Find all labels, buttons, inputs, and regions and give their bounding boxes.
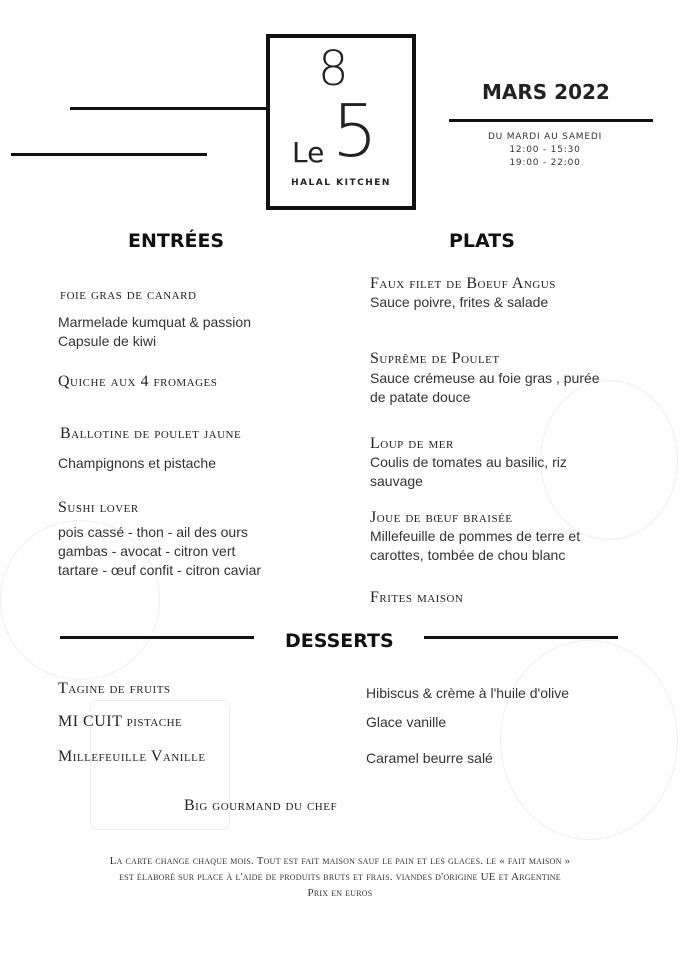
dish-name: Suprême de Poulet xyxy=(370,350,500,367)
dish-description xyxy=(58,313,251,351)
desc-line: tartare - œuf confit - citron caviar xyxy=(58,562,262,578)
decorative-sketch xyxy=(500,640,678,840)
opening-hours xyxy=(470,131,620,170)
desc-line: Sauce crémeuse au foie gras , purée xyxy=(370,370,600,386)
dish-description: Glace vanille xyxy=(366,714,447,730)
dish-name: Quiche aux 4 fromages xyxy=(58,373,218,390)
dish-name: Tagine de fruits xyxy=(58,680,171,697)
logo-number: 8 xyxy=(318,41,349,97)
dish-description: Sauce poivre, frites & salade xyxy=(370,294,549,310)
dish-name: Frites maison xyxy=(370,589,464,606)
dish-name: Faux filet de Boeuf Angus xyxy=(370,275,556,292)
footer-line: La carte change chaque mois. Tout est fait maison sauf le pain et les glaces. le « fait maison » xyxy=(109,855,571,867)
dish-name: Ballotine de poulet jaune xyxy=(60,425,242,442)
dish-description: Champignons et pistache xyxy=(58,455,216,471)
dish-name: foie gras de canard xyxy=(60,286,197,303)
desc-line: sauvage xyxy=(370,473,423,489)
dish-description: Caramel beurre salé xyxy=(366,750,493,766)
desserts-rule xyxy=(424,636,618,639)
desc-line: de patate douce xyxy=(370,389,471,405)
entrees-heading: ENTRÉES xyxy=(128,230,225,252)
header-rule xyxy=(70,107,266,110)
desserts-rule xyxy=(60,636,254,639)
lunch-hours: 12:00 - 15:30 xyxy=(509,145,581,155)
logo-number: 5 xyxy=(332,89,378,173)
desc-line: gambas - avocat - citron vert xyxy=(58,543,236,559)
dish-name: MI CUIT pistache xyxy=(58,713,183,730)
dish-name: Millefeuille Vanille xyxy=(58,748,206,765)
dish-description xyxy=(58,523,261,580)
footer-line: Prix en euros xyxy=(307,887,373,899)
dish-description xyxy=(370,527,580,565)
dish-name: Big gourmand du chef xyxy=(184,797,338,814)
desserts-heading: DESSERTS xyxy=(285,630,394,652)
opening-days: DU MARDI AU SAMEDI xyxy=(487,132,603,142)
logo-prefix: Le xyxy=(292,136,325,169)
logo-subtitle: HALAL KITCHEN xyxy=(291,178,391,188)
desc-line: Marmelade kumquat & passion xyxy=(58,314,251,330)
plats-heading: PLATS xyxy=(449,230,515,252)
dish-name: Joue de bœuf braisée xyxy=(370,509,513,526)
dish-name: Sushi lover xyxy=(58,499,139,516)
dinner-hours: 19:00 - 22:00 xyxy=(509,158,581,168)
restaurant-logo xyxy=(266,34,416,210)
desc-line: Millefeuille de pommes de terre et xyxy=(370,528,581,544)
desc-line: Capsule de kiwi xyxy=(58,333,157,349)
dish-description: Hibiscus & crème à l'huile d'olive xyxy=(366,685,569,701)
dish-description xyxy=(370,369,600,407)
dish-name: Loup de mer xyxy=(370,435,454,452)
footer-line: est élaboré sur place à l'aide de produits bruts et frais. viandes d'origine UE et Argentine xyxy=(119,871,561,883)
menu-month: MARS 2022 xyxy=(482,80,610,104)
desc-line: pois cassé - thon - ail des ours xyxy=(58,524,248,540)
desc-line: Coulis de tomates au basilic, riz xyxy=(370,454,567,470)
menu-footer-note xyxy=(20,853,660,901)
dish-description xyxy=(370,453,567,491)
header-rule xyxy=(449,119,653,122)
header-rule xyxy=(11,153,207,156)
desc-line: carottes, tombée de chou blanc xyxy=(370,547,566,563)
